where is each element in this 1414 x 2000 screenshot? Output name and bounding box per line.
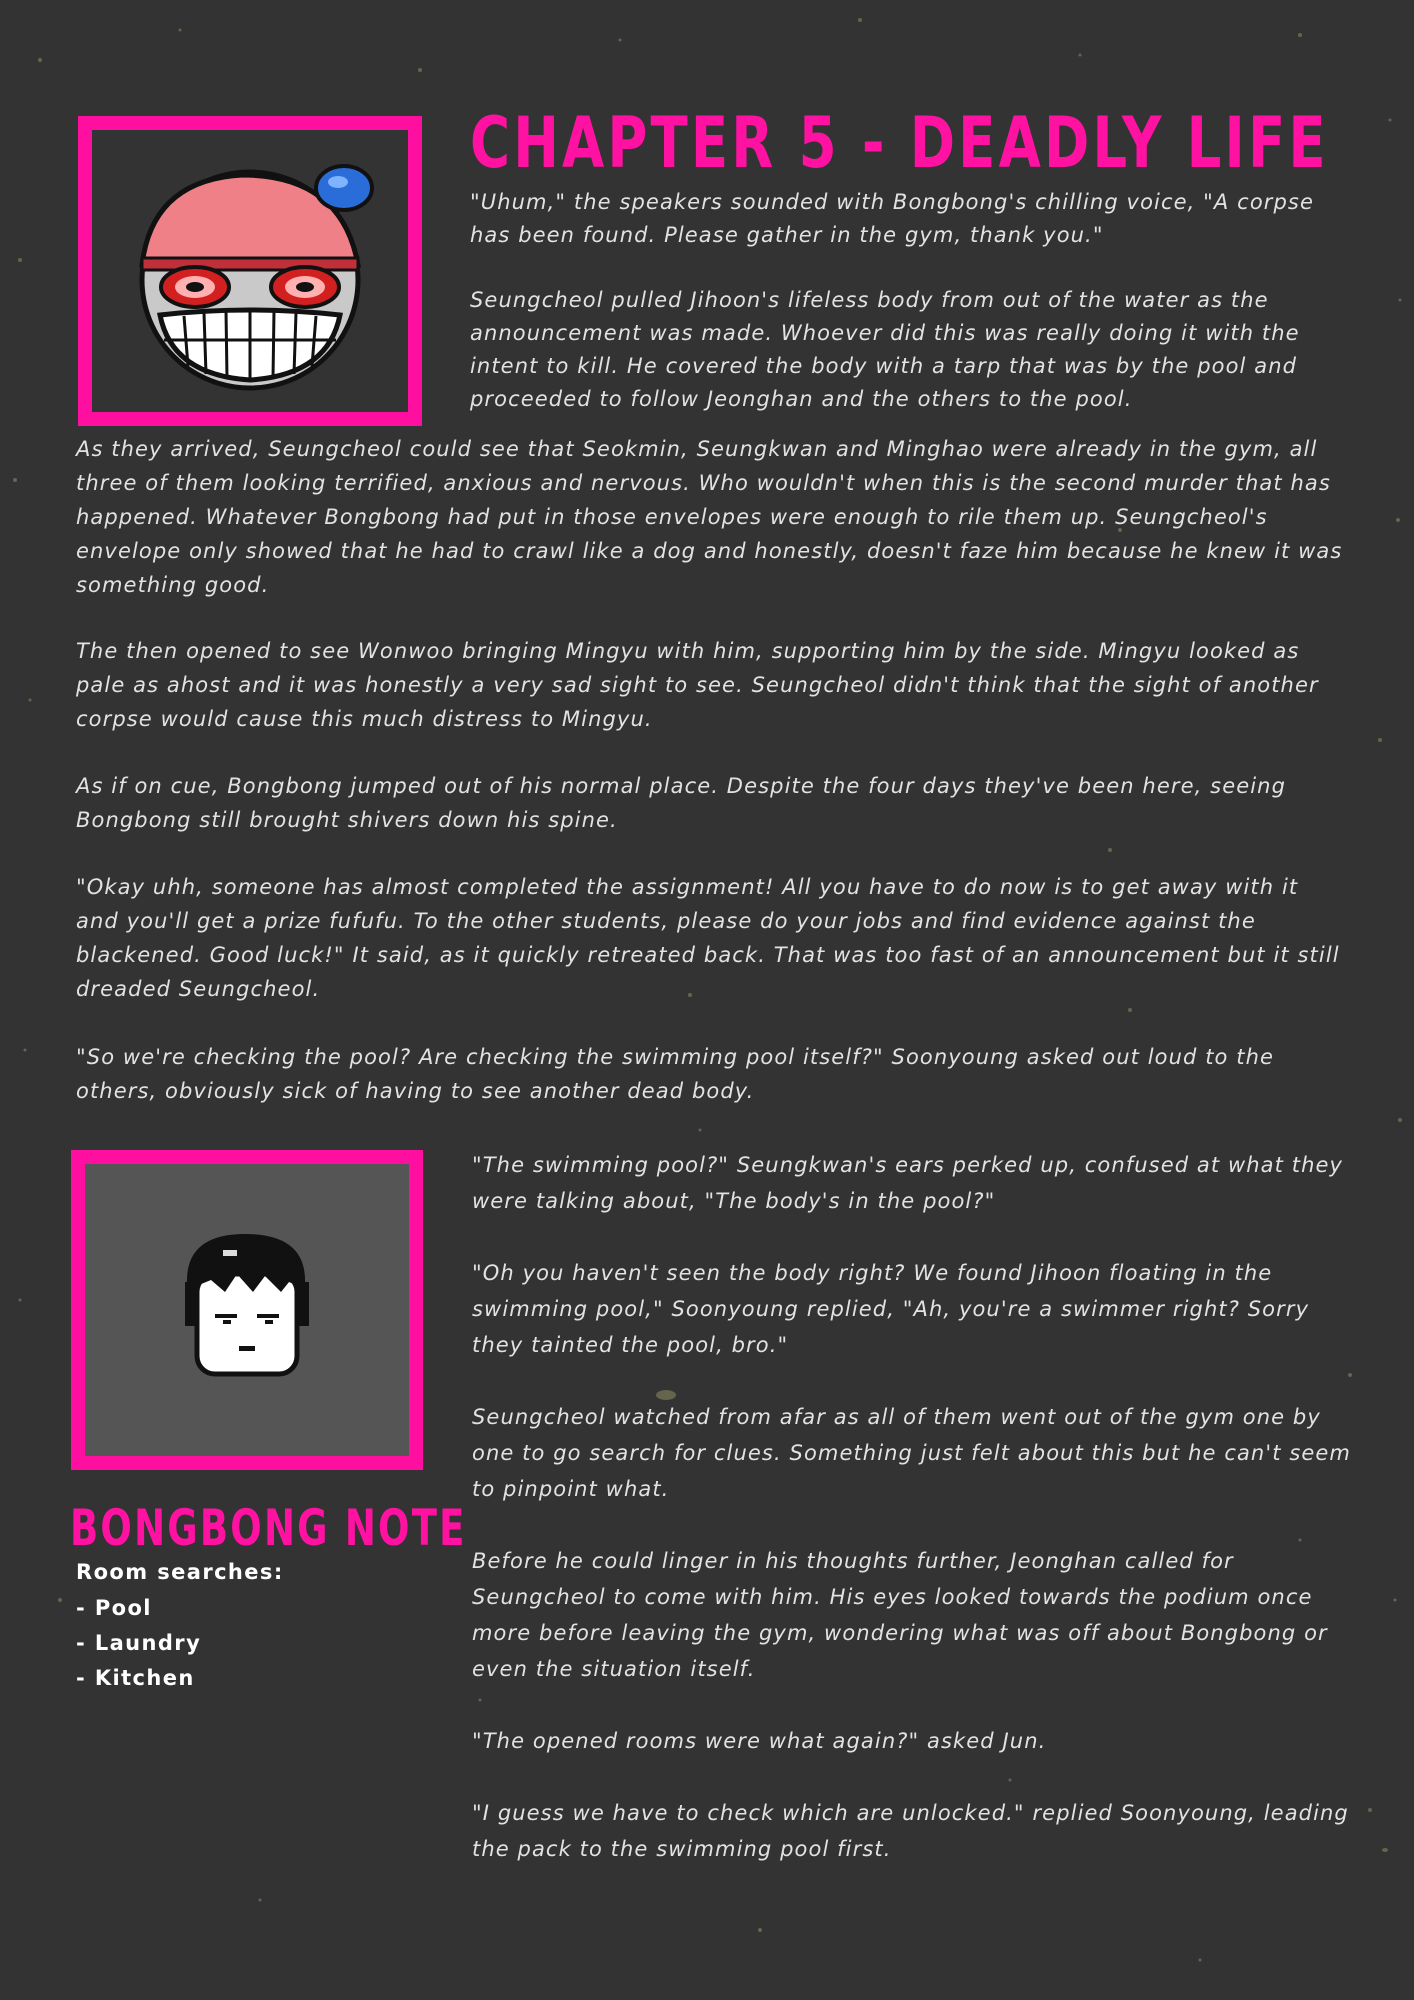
paragraph: Before he could linger in his thoughts further, Jeonghan called for Seungcheol to come with him. His eyes looked towards the podium once more before leaving the gym, wondering what was off about Bongbong or even the situation itself. [472,1549,1328,1681]
note-heading: Room searches: [76,1560,284,1584]
black-haired-boy-icon [85,1164,409,1456]
paragraph: Seungcheol pulled Jihoon's lifeless body from out of the water as the announcement was made. Whoever did this was really doing it with the intent to kill. He covered the body with a tarp that was by the pool and proceeded to follow Jeonghan and the others to the pool. [470,288,1300,411]
student-portrait-frame [71,1150,423,1470]
note-item: - Kitchen [76,1666,195,1690]
bongbong-mascot-icon [92,130,408,412]
paragraph: "The swimming pool?" Seungkwan's ears perked up, confused at what they were talking about, "The body's in the pool?" [472,1153,1344,1213]
paragraph: As if on cue, Bongbong jumped out of his normal place. Despite the four days they've been here, seeing Bongbong still brought shivers down his spine. [76,774,1287,832]
paragraph: As they arrived, Seungcheol could see that Seokmin, Seungkwan and Minghao were already in the gym, all three of them looking terrified, anxious and nervous. Who wouldn't when this is the second murder that has happened. Whatever Bongbong had put in those envelopes were enough to rile them up. Seungcheol's envelope only showed that he had to crawl like a dog and honestly, doesn't faze him because he knew it was something good. [76,437,1343,597]
paragraph: "I guess we have to check which are unlocked." replied Soonyoung, leading the pack to the swimming pool first. [472,1801,1349,1861]
paragraph: Seungcheol watched from afar as all of them went out of the gym one by one to go search for clues. Something just felt about this but he can't seem to pinpoint what. [472,1405,1351,1501]
chapter-title: CHAPTER 5 - DEADLY LIFE [470,102,1329,184]
paragraph: The then opened to see Wonwoo bringing Mingyu with him, supporting him by the side. Mingyu looked as pale as ahost and it was honestly a very sad sight to see. Seungcheol didn't think that the sight of another corpse would cause this much distress to Mingyu. [76,639,1319,731]
paragraph: "Oh you haven't seen the body right? We found Jihoon floating in the swimming pool," Soonyoung replied, "Ah, you're a swimmer right? Sorry they tainted the pool, bro." [472,1261,1310,1357]
paragraph: "Okay uhh, someone has almost completed the assignment! All you have to do now is to get away with it and you'll get a prize fufufu. To the other students, please do your jobs and find evidence against the blackened. Good luck!" It said, as it quickly retreated back. That was too fast of an announcement but it still dreaded Seungcheol. [76,875,1340,1001]
paragraph: "So we're checking the pool? Are checking the swimming pool itself?" Soonyoung asked out loud to the others, obviously sick of having to see another dead body. [76,1045,1275,1103]
paragraph: "The opened rooms were what again?" asked Jun. [472,1729,1047,1753]
paragraph: "Uhum," the speakers sounded with Bongbong's chilling voice, "A corpse has been found. Please gather in the gym, thank you." [470,190,1314,247]
note-title: BONGBONG NOTE [70,1499,467,1557]
note-item: - Pool [76,1596,152,1620]
note-item: - Laundry [76,1631,202,1655]
bongbong-portrait-frame [78,116,422,426]
